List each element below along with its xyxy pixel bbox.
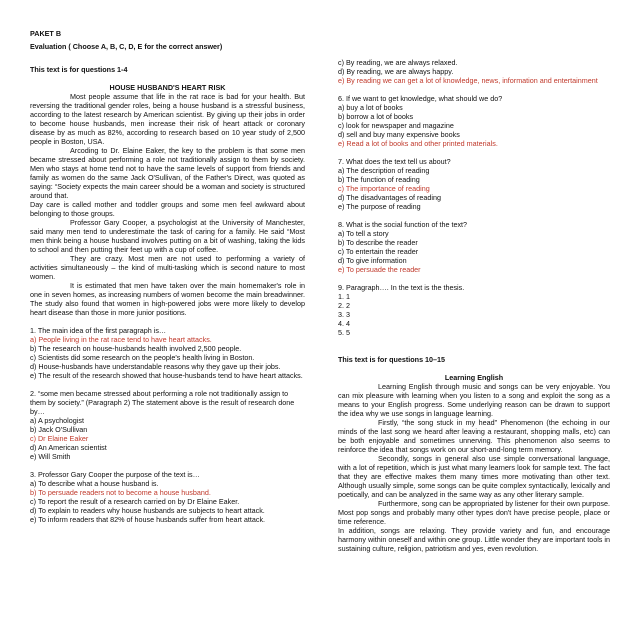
q3-stem: 3. Professor Gary Cooper the purpose of the text is… — [30, 470, 200, 479]
q7-option-a[interactable]: a) The description of reading — [338, 166, 430, 175]
q3-option-d[interactable]: d) To explain to readers why house husbands are subjects to heart attack. — [30, 506, 265, 515]
q6-option-a[interactable]: a) buy a lot of books — [338, 103, 403, 112]
q9-option-2[interactable]: 2. 2 — [338, 301, 350, 310]
q8-option-b[interactable]: b) To describe the reader — [338, 238, 418, 247]
q8-option-a[interactable]: a) To tell a story — [338, 229, 389, 238]
section2-paragraph: Secondly, songs in general also use simple conversational language, with a lot of repetition, which is just what many learners look for sample text. The fact that they are effective makes them many times more motivating than other text. Although usually simple, some songs can be quite complex syntactically, lexically and poetically, and can be analyzed in the same way as any other literary sample. — [338, 454, 610, 499]
q7-option-b[interactable]: b) The function of reading — [338, 175, 420, 184]
section2-title: Learning English — [444, 373, 504, 382]
q8-stem: 8. What is the social function of the text? — [338, 220, 468, 229]
q2-stem: 2. “some men became stressed about performing a role not traditionally assign to them by society.” (Paragraph 2) The statement above is the result of research done by… — [30, 389, 295, 416]
q7-option-c[interactable]: c) The importance of reading — [338, 184, 430, 193]
q3-option-c[interactable]: c) To report the result of a research carried on by Dr Elaine Eaker. — [30, 497, 240, 506]
q2-option-b[interactable]: b) Jack O'Sullivan — [30, 425, 88, 434]
q7-option-e[interactable]: e) The purpose of reading — [338, 202, 421, 211]
q2-option-a[interactable]: a) A psychologist — [30, 416, 84, 425]
q1-option-c[interactable]: c) Scientists did some research on the people's health living in Boston. — [30, 353, 255, 362]
section2-paragraph: Furthermore, song can be appropriated by listener for their own purpose. Most pop songs and probably many other types don't have precise people, place or time reference. — [338, 499, 610, 526]
section2-paragraph: Firstly, “the song stuck in my head” Phenomenon (the echoing in our minds of the last song we heard after leaving a restaurant, shopping malls, etc) can be both enjoyable and sometimes unnerving. This phenomenon also seems to reinforce the idea that songs work on our short-and-long term memory. — [338, 418, 610, 454]
q1-option-b[interactable]: b) The research on house-husbands health involved 2,500 people. — [30, 344, 242, 353]
q6-option-c[interactable]: c) look for newspaper and magazine — [338, 121, 454, 130]
q1-stem: 1. The main idea of the first paragraph is… — [30, 326, 167, 335]
section1-paragraph: Day care is called mother and toddler groups and some men feel awkward about belonging to those groups. — [30, 200, 305, 218]
q6-option-d[interactable]: d) sell and buy many expensive books — [338, 130, 460, 139]
q9-stem: 9. Paragraph…. In the text is the thesis. — [338, 283, 465, 292]
q5-option-e[interactable]: e) By reading we can get a lot of knowledge, news, information and entertainment — [338, 76, 598, 85]
q3-option-a[interactable]: a) To describe what a house husband is. — [30, 479, 159, 488]
q9-option-1[interactable]: 1. 1 — [338, 292, 350, 301]
right-column — [338, 0, 610, 553]
section1-paragraph: It is estimated that men have taken over the main homemaker's role in one in seven homes, as increasing numbers of women become the main breadwinner. The study also found that women in high-powered jobs were more likely to develop heart disease than those in more junior positions. — [30, 281, 305, 317]
q1-option-d[interactable]: d) House-husbands have understandable reasons why they gave up their jobs. — [30, 362, 281, 371]
q6-option-e[interactable]: e) Read a lot of books and other printed materials. — [338, 139, 498, 148]
q1-option-e[interactable]: e) The result of the research showed that house-husbands tend to have heart attacks. — [30, 371, 303, 380]
section1-paragraph: Professor Gary Cooper, a psychologist at the University of Manchester, said many men tend to underestimate the task of caring for a family. He said “Most men think being a house husband involves putting on a bit of washing, taking the kids to school and then putting their feet up with a cup of coffee. — [30, 218, 305, 254]
q2-option-c[interactable]: c) Dr Elaine Eaker — [30, 434, 89, 443]
q2-option-d[interactable]: d) An American scientist — [30, 443, 107, 452]
section1-paragraph: They are crazy. Most men are not used to performing a variety of activities simultaneously – the kind of multi-tasking which is second nature to most women. — [30, 254, 305, 281]
q2-option-e[interactable]: e) Will Smith — [30, 452, 71, 461]
section1-title: HOUSE HUSBAND'S HEART RISK — [109, 83, 226, 92]
q6-option-b[interactable]: b) borrow a lot of books — [338, 112, 414, 121]
q7-stem: 7. What does the text tell us about? — [338, 157, 451, 166]
q9-option-3[interactable]: 3. 3 — [338, 310, 350, 319]
q9-option-5[interactable]: 5. 5 — [338, 328, 350, 337]
section2-paragraph: Learning English through music and songs can be very enjoyable. You can mix pleasure with learning when you listen to a song and exploit the song as a means to your English progress. Some underlying reason can be drawn to support the idea why we use songs in language learning. — [338, 382, 610, 418]
q5-option-c[interactable]: c) By reading, we are always relaxed. — [338, 58, 458, 67]
section2-paragraph: In addition, songs are relaxing. They provide variety and fun, and encourage harmony within oneself and within one group. Little wonder they are important tools in sustaining culture, religion, patriotism and yes, even revolution. — [338, 526, 610, 553]
q7-option-d[interactable]: d) The disadvantages of reading — [338, 193, 441, 202]
q8-option-c[interactable]: c) To entertain the reader — [338, 247, 419, 256]
paket-label: PAKET B — [30, 29, 62, 38]
evaluation-instruction: Evaluation ( Choose A, B, C, D, E for the correct answer) — [30, 42, 223, 51]
q8-option-d[interactable]: d) To give information — [338, 256, 407, 265]
q1-option-a[interactable]: a) People living in the rat race tend to have heart attacks. — [30, 335, 212, 344]
q3-option-b[interactable]: b) To persuade readers not to become a house husband. — [30, 488, 211, 497]
q9-option-4[interactable]: 4. 4 — [338, 319, 350, 328]
q5-option-d[interactable]: d) By reading, we are always happy. — [338, 67, 454, 76]
section1-intro: This text is for questions 1-4 — [30, 65, 128, 74]
section2-intro: This text is for questions 10–15 — [338, 355, 446, 364]
q6-stem: 6. If we want to get knowledge, what should we do? — [338, 94, 503, 103]
section1-paragraph: Most people assume that life in the rat race is bad for your health. But reversing the traditional gender roles, being a house husband is a stressful business, according to the latest research by American scientist. By giving up their jobs in order to become house husbands, men increase their risk of heart attack or coronary disease by as much as 82%, according to research based on 10 year study of 2,500 people in Boston, USA. — [30, 92, 305, 146]
left-column — [30, 0, 305, 524]
section1-paragraph: Arcoding to Dr. Elaine Eaker, the key to the problem is that some men became stressed about performing a role not traditionally assign to them by society. Men who stays at home tend not to have the same levels of support from friends and family as women do the same Jack O'Sullivan, of the Father's Direct, was quoted as saying: “Society expects the main career should be a woman and society is structured around that. — [30, 146, 305, 200]
q3-option-e[interactable]: e) To inform readers that 82% of house husbands suffer from heart attack. — [30, 515, 266, 524]
q8-option-e[interactable]: e) To persuade the reader — [338, 265, 421, 274]
